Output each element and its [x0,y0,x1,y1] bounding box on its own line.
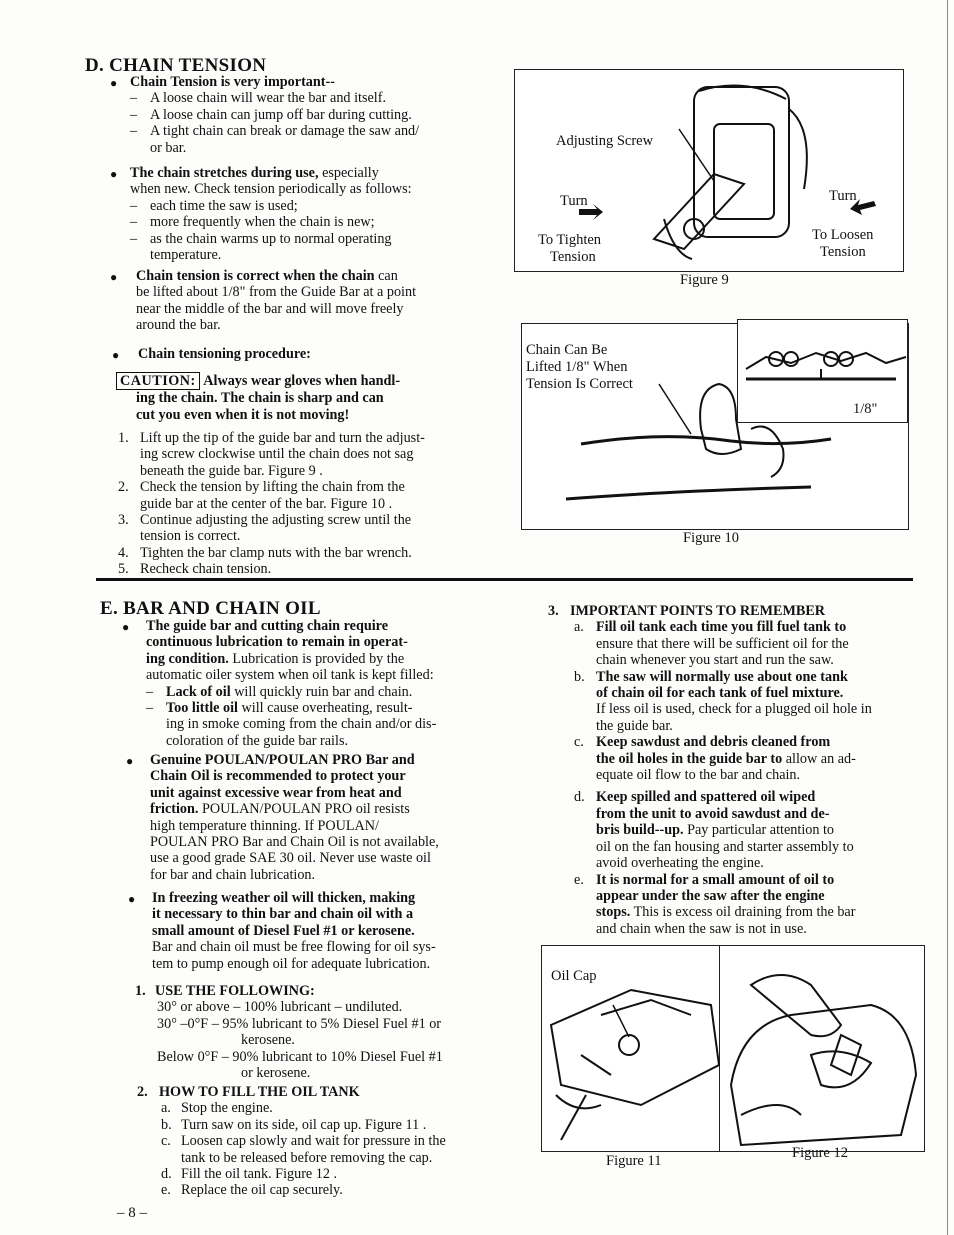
text: Bar and chain oil must be free flowing for oil sys- [152,939,436,956]
text: 30° or above – 100% lubricant – undiluted. [157,999,403,1016]
tension-steps [118,430,498,578]
list-item: – A loose chain will wear the bar and itself. [130,90,386,107]
use-following [135,983,505,1081]
text: for bar and chain lubrication. [150,866,316,883]
bullet-icon: ● [128,892,136,906]
list-item: – more frequently when the chain is new; [130,214,375,231]
fill-heading: 2. HOW TO FILL THE OIL TANK [137,1084,360,1100]
list-item: – A loose chain can jump off bar during cutting. [130,106,412,123]
list-item: or bar. [150,139,187,156]
section-e-p3 [128,890,504,972]
text: The guide bar and cutting chain require [146,618,389,634]
figure-10-caption: Figure 10 [683,530,739,546]
list-item: a. Stop the engine. [161,1100,273,1117]
bullet-icon: ● [122,620,130,634]
fig9-turn-right: Turn [829,188,857,204]
caution-block [116,372,496,423]
section-d-body [110,74,495,156]
text: friction. [150,801,199,818]
list-item: 1. Lift up the tip of the guide bar and turn the adjust- ing screw clockwise until the chain does not sag beneath the guide bar. Figure 9 . [118,430,425,479]
fig10-line2: Lifted 1/8" When [526,359,628,375]
bullet-heading: The chain stretches during use, [130,165,319,181]
list-item: 2. Check the tension by lifting the chain from the guide bar at the center of the bar. Figure 10 . [118,479,405,512]
text: use a good grade SAE 30 oil. Never use waste oil [150,850,431,867]
fig10-line1: Chain Can Be [526,342,608,358]
text: POULAN/POULAN PRO oil resists [202,801,410,818]
fig10-line3: Tension Is Correct [526,376,633,392]
bullet-icon: ● [112,348,120,362]
bullet-icon: ● [110,76,118,90]
fig9-turn-left: Turn [560,193,588,209]
point-b: b. The saw will normally use about one tank of chain oil for each tank of fuel mixture. If less oil is used, check for a plugged oil hole in the guide bar. [574,668,872,734]
text: Genuine POULAN/POULAN PRO Bar and [150,752,415,768]
fig9-tension-right: Tension [820,244,866,260]
text: or kerosene. [241,1065,311,1082]
fig10-measure: 1/8" [853,401,878,417]
text: automatic oiler system when oil tank is kept filled: [146,667,434,684]
page-number: – 8 – [117,1205,147,1221]
list-item: 4. Tighten the bar clamp nuts with the bar wrench. [118,544,412,561]
section-e-p1 [122,618,502,749]
fig9-to-loosen: To Loosen [812,227,874,243]
list-item: e. Replace the oil cap securely. [161,1182,343,1199]
text: continuous lubrication to remain in operat- [146,634,408,651]
section-d-title: D. CHAIN TENSION [85,55,267,76]
text: high temperature thinning. If POULAN/ [150,817,379,834]
list-item: c. Loosen cap slowly and wait for pressure in the tank to be released before removing the cap. [161,1133,446,1166]
text: kerosene. [241,1032,295,1049]
text: small amount of Diesel Fuel #1 or kerosene. [152,922,415,939]
figure-11-caption: Figure 11 [606,1153,662,1169]
section-divider [96,578,913,581]
list-item: – A tight chain can break or damage the saw and/ [130,123,420,140]
text: near the middle of the bar and will move freely [136,300,404,317]
list-item: temperature. [150,247,222,264]
list-item: b. Turn saw on its side, oil cap up. Figure 11 . [161,1116,427,1133]
fig9-tension-left: Tension [550,249,596,265]
caution-label: CAUTION: [116,372,200,390]
text: when new. Check tension periodically as follows: [130,181,412,198]
text: coloration of the guide bar rails. [166,732,349,749]
text: it necessary to thin bar and chain oil with a [152,906,414,923]
point-a: a. Fill oil tank each time you fill fuel tank to ensure that there will be sufficient oil for the chain whenever you start and run the saw. [574,619,849,669]
bullet-heading: Chain Tension is very important-- [130,74,335,90]
point-e: e. It is normal for a small amount of oil to appear under the saw after the engine stops. This is excess oil draining from the bar and chain when the saw is not in use. [574,871,856,937]
section-e-p2 [126,752,502,883]
figure-12-caption: Figure 12 [792,1145,848,1161]
text: Chain Oil is recommended to protect your [150,768,406,785]
text: POULAN PRO Bar and Chain Oil is not available, [150,834,439,851]
bullet-heading: Chain tension is correct when the chain [136,268,375,284]
point-c: c. Keep sawdust and debris cleaned from the oil holes in the guide bar to allow an ad- equate oil flow to the bar and chain. [574,734,856,784]
text: unit against excessive wear from heat and [150,784,402,801]
fig9-to-tighten: To Tighten [538,232,602,248]
list-item: – Lack of oil will quickly ruin bar and chain. [146,683,413,700]
oil-cap-illustration [541,945,923,1152]
fill-oil-tank [137,1084,507,1199]
section-d-bullet2 [110,165,495,263]
bullet-heading: Chain tensioning procedure: [138,346,311,362]
important-points [548,603,928,937]
list-item: d. Fill the oil tank. Figure 12 . [161,1166,338,1183]
fig11-oil-cap: Oil Cap [551,968,597,984]
bullet-icon: ● [110,167,118,181]
text: be lifted about 1/8" from the Guide Bar at a point [136,284,417,301]
caution-text: Always wear gloves when handl- [203,373,401,389]
points-heading: 3. IMPORTANT POINTS TO REMEMBER [548,603,826,619]
text: In freezing weather oil will thicken, making [152,890,416,906]
section-e-title: E. BAR AND CHAIN OIL [100,598,321,619]
bullet-icon: ● [110,270,118,284]
use-heading: 1. USE THE FOLLOWING: [135,983,315,999]
text: especially [322,165,379,181]
bullet-icon: ● [126,754,134,768]
text: Below 0°F – 90% lubricant to 10% Diesel Fuel #1 [157,1048,443,1065]
text: ing condition. [146,650,229,667]
text: tem to pump enough oil for adequate lubrication. [152,955,431,972]
list-item: – as the chain warms up to normal operating [130,230,392,247]
text: can [378,268,398,284]
section-d-bullet4 [112,346,497,362]
list-item: – Too little oil will cause overheating, result- [146,700,413,717]
list-item: – each time the saw is used; [130,197,298,214]
point-d: d. Keep spilled and spattered oil wiped from the unit to avoid sawdust and de- bris build--up. Pay particular attention to oil on the fan housing and starter assembly to avoid overheating the engine. [574,789,854,872]
page-edge-line [947,0,948,1235]
list-item: 5. Recheck chain tension. [118,561,272,578]
figure-9-caption: Figure 9 [680,272,729,288]
caution-text: ing the chain. The chain is sharp and can [136,390,384,407]
list-item: 3. Continue adjusting the adjusting screw until the tension is correct. [118,512,412,545]
text: around the bar. [136,317,221,334]
text: 30° –0°F – 95% lubricant to 5% Diesel Fuel #1 or [157,1015,442,1032]
text: ing in smoke coming from the chain and/or dis- [166,716,437,733]
caution-text: cut you even when it is not moving! [136,406,350,423]
section-d-bullet3 [110,268,495,334]
text: Lubrication is provided by the [232,650,405,667]
fig9-adjusting-screw-label: Adjusting Screw [556,133,654,149]
